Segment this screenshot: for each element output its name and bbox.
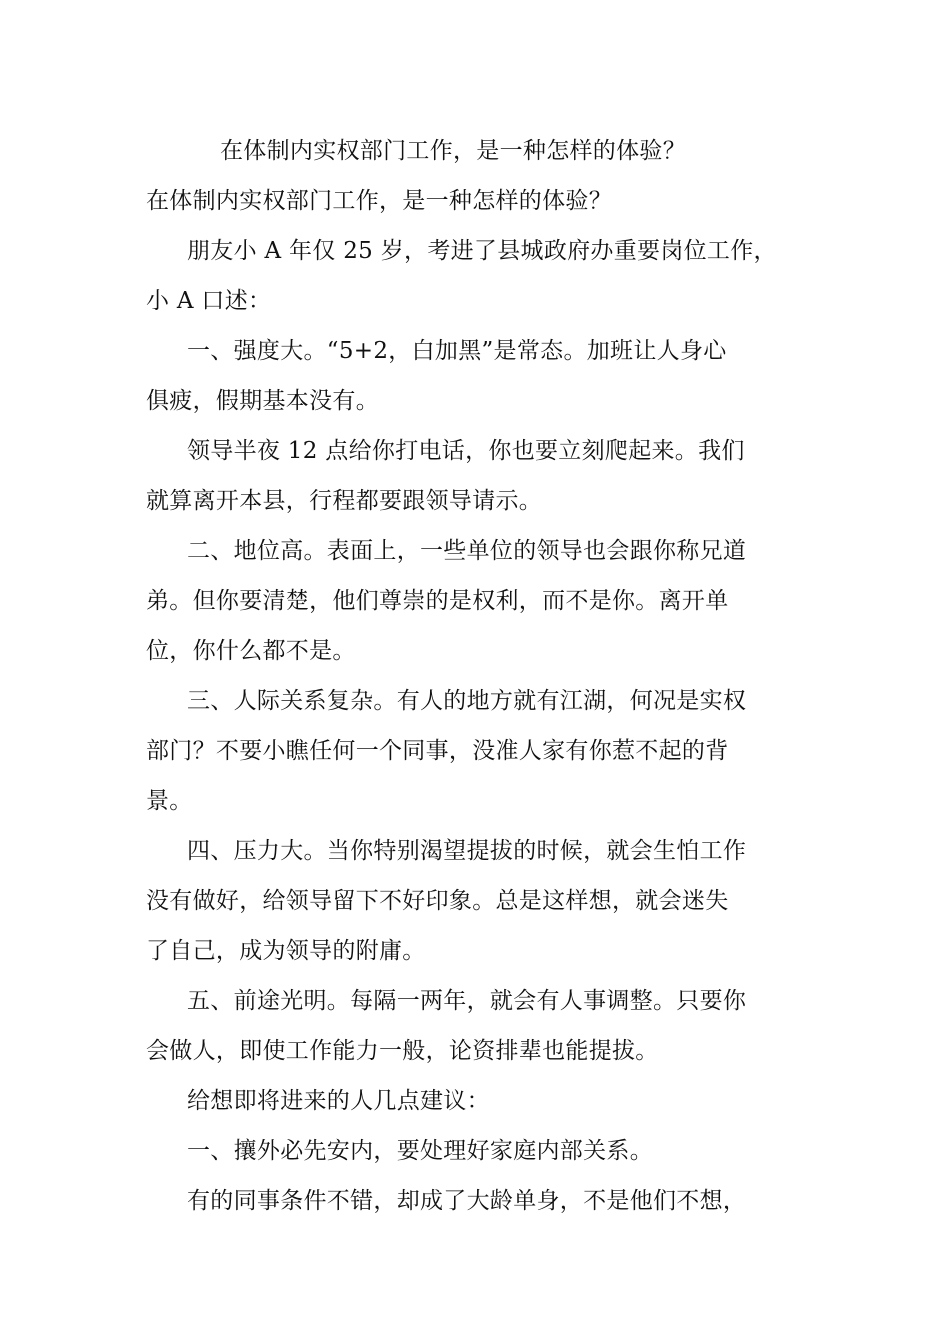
document-title: 在体制内实权部门工作，是一种怎样的体验？: [220, 138, 686, 164]
text-line: 部门？不要小瞧任何一个同事，没准人家有你惹不起的背: [146, 738, 729, 764]
text-line: 二、地位高。表面上，一些单位的领导也会跟你称兄道: [187, 538, 747, 564]
text-line: 会做人，即使工作能力一般，论资排辈也能提拔。: [146, 1038, 659, 1064]
text-line: 在体制内实权部门工作，是一种怎样的体验？: [146, 188, 612, 214]
text-line: 一、攘外必先安内，要处理好家庭内部关系。: [187, 1138, 653, 1164]
text-line: 四、压力大。当你特别渴望提拔的时候，就会生怕工作: [187, 838, 747, 864]
text-line: 景。: [146, 788, 193, 814]
text-line: 了自己，成为领导的附庸。: [146, 938, 426, 964]
text-line: 没有做好，给领导留下不好印象。总是这样想，就会迷失: [146, 888, 729, 914]
text-line: 五、前途光明。每隔一两年，就会有人事调整。只要你: [187, 988, 747, 1014]
text-line: 有的同事条件不错，却成了大龄单身，不是他们不想，: [187, 1188, 747, 1214]
text-line: 给想即将进来的人几点建议：: [187, 1088, 490, 1114]
text-line: 一、强度大。“5+2，白加黑”是常态。加班让人身心: [187, 338, 727, 364]
text-line: 朋友小 A 年仅 25 岁，考进了县城政府办重要岗位工作，: [187, 238, 777, 264]
text-line: 领导半夜 12 点给你打电话，你也要立刻爬起来。我们: [187, 438, 745, 464]
text-line: 小 A 口述：: [146, 288, 272, 314]
text-line: 就算离开本县，行程都要跟领导请示。: [146, 488, 543, 514]
text-line: 三、人际关系复杂。有人的地方就有江湖，何况是实权: [187, 688, 747, 714]
text-line: 俱疲，假期基本没有。: [146, 388, 379, 414]
text-line: 弟。但你要清楚，他们尊崇的是权利，而不是你。离开单: [146, 588, 729, 614]
text-line: 位，你什么都不是。: [146, 638, 356, 664]
